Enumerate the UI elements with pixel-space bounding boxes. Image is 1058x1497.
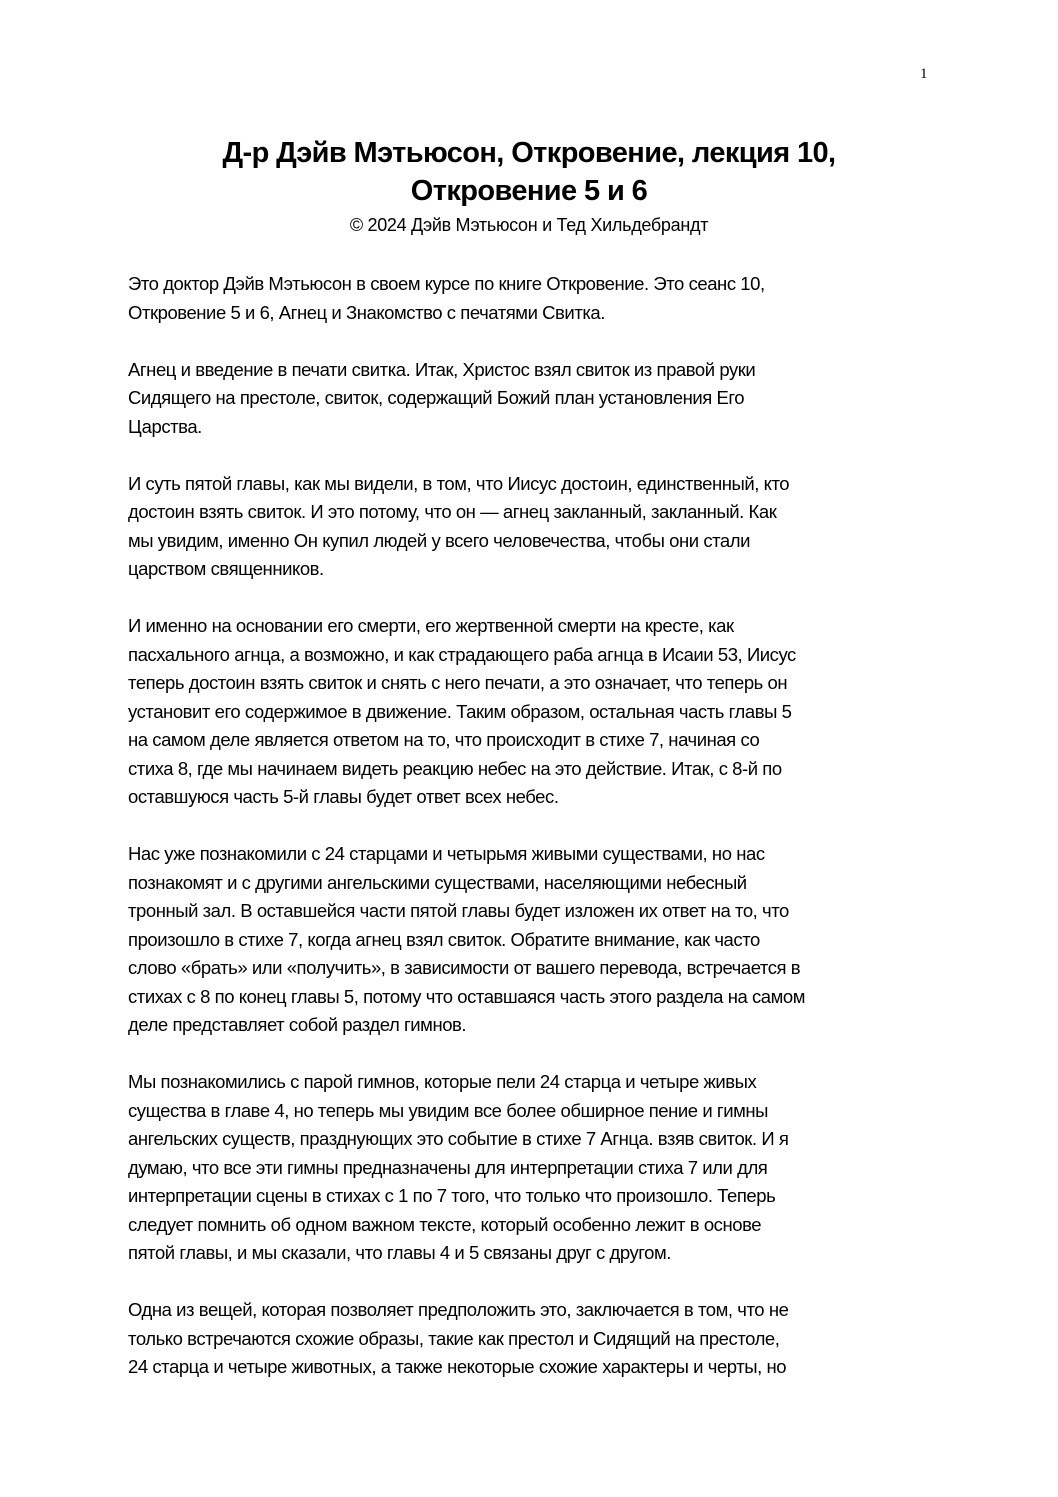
text-line: деле представляет собой раздел гимнов.	[128, 1014, 467, 1035]
copyright-line: © 2024 Дэйв Мэтьюсон и Тед Хильдебрандт	[349, 215, 709, 235]
page-number: 1	[920, 66, 928, 82]
paragraph	[128, 1068, 948, 1268]
text-line: И суть пятой главы, как мы видели, в том, что Иисус достоин, единственный, кто	[128, 472, 790, 494]
text-line: слово «брать» или «получить», в зависимости от вашего перевода, встречается в	[128, 957, 801, 978]
text-line: достоин взять свиток. И это потому, что он — агнец закланный, закланный. Как	[128, 501, 777, 522]
text-line: следует помнить об одном важном тексте, который особенно лежит в основе	[128, 1213, 762, 1235]
text-line: Откровение 5 и 6, Агнец и Знакомство с печатями Свитка.	[128, 301, 605, 323]
text-line: думаю, что все эти гимны предназначены для интерпретации стиха 7 или для	[128, 1156, 768, 1178]
paragraph	[128, 840, 948, 1040]
document-body	[128, 270, 948, 1410]
text-line: только встречаются схожие образы, такие как престол и Сидящий на престоле,	[128, 1327, 780, 1349]
text-line: интерпретации сцены в стихах с 1 по 7 того, что только что произошло. Теперь	[128, 1185, 776, 1206]
text-line: пятой главы, и мы сказали, что главы 4 и 5 связаны друг с другом.	[128, 1242, 671, 1263]
text-line: тронный зал. В оставшейся части пятой главы будет изложен их ответ на то, что	[128, 900, 789, 921]
text-line: ангельских существ, празднующих это событие в стихе 7 Агнца. взяв свиток. И я	[128, 1128, 789, 1149]
text-line: царством священников.	[128, 558, 324, 579]
text-line: Мы познакомились с парой гимнов, которые пели 24 старца и четыре живых	[128, 1071, 757, 1092]
text-line: познакомят и с другими ангельскими существами, населяющими небесный	[128, 871, 747, 893]
text-line: Агнец и введение в печати свитка. Итак, Христос взял свиток из правой руки	[128, 358, 756, 380]
text-line: пасхального агнца, а возможно, и как страдающего раба агнца в Исаии 53, Иисус	[128, 643, 796, 665]
text-line: Сидящего на престоле, свиток, содержащий Божий план установления Его	[128, 387, 745, 408]
text-line: установит его содержимое в движение. Таким образом, остальная часть главы 5	[128, 700, 792, 722]
paragraph	[128, 470, 948, 584]
text-line: произошло в стихе 7, когда агнец взял свиток. Обратите внимание, как часто	[128, 928, 760, 950]
text-line: Это доктор Дэйв Мэтьюсон в своем курсе по книге Откровение. Это сеанс 10,	[128, 273, 765, 294]
text-line: теперь достоин взять свиток и снять с него печати, а это означает, что теперь он	[128, 672, 788, 693]
text-line: Нас уже познакомили с 24 старцами и четырьмя живыми существами, но нас	[128, 843, 765, 864]
text-line: оставшуюся часть 5-й главы будет ответ всех небес.	[128, 786, 559, 807]
text-line: мы увидим, именно Он купил людей у всего человечества, чтобы они стали	[128, 529, 750, 551]
text-line: стиха 8, где мы начинаем видеть реакцию небес на это действие. Итак, с 8-й по	[128, 757, 782, 779]
title-line: Откровение 5 и 6	[410, 175, 648, 207]
text-line: И именно на основании его смерти, его жертвенной смерти на кресте, как	[128, 615, 734, 636]
text-line: Царства.	[128, 415, 202, 437]
text-line: стихах с 8 по конец главы 5, потому что оставшаяся часть этого раздела на самом	[128, 985, 805, 1007]
text-line: существа в главе 4, но теперь мы увидим все более обширное пение и гимны	[128, 1099, 768, 1121]
paragraph	[128, 356, 948, 442]
text-line: на самом деле является ответом на то, что происходит в стихе 7, начиная со	[128, 729, 760, 750]
paragraph	[128, 270, 948, 327]
document-title	[0, 134, 1058, 210]
title-line: Д-р Дэйв Мэтьюсон, Откровение, лекция 10,	[222, 137, 836, 169]
text-line: 24 старца и четыре животных, а также некоторые схожие характеры и черты, но	[128, 1356, 787, 1377]
text-line: Одна из вещей, которая позволяет предположить это, заключается в том, что не	[128, 1299, 789, 1320]
paragraph	[128, 612, 948, 812]
paragraph	[128, 1296, 948, 1382]
